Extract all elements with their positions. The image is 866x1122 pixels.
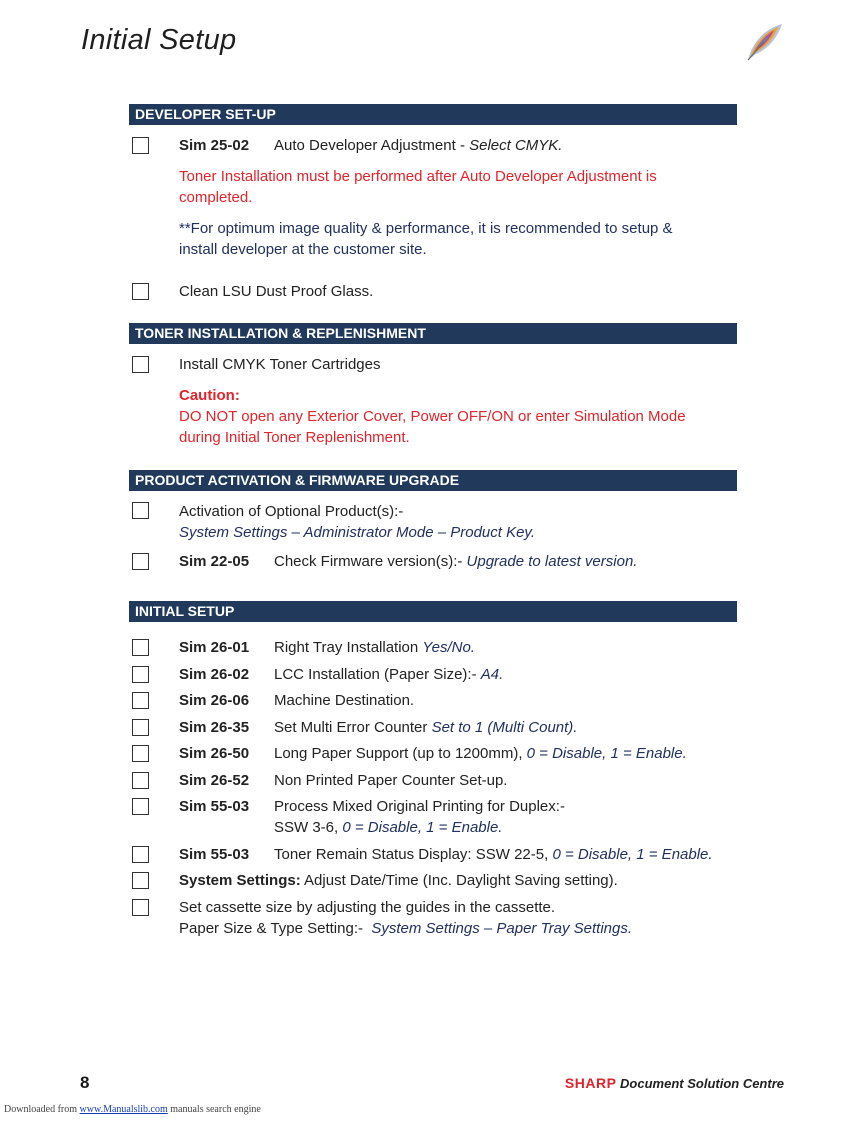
sim-code: Sim 22-05: [179, 553, 250, 570]
item-description: Machine Destination.: [274, 692, 415, 709]
download-footer: Downloaded from www.Manualslib.com manuals search engine: [4, 1104, 261, 1115]
checkbox-sim-26-01[interactable]: [132, 639, 149, 656]
item-description: Right Tray Installation Yes/No.: [274, 639, 475, 656]
checkbox-sim-26-50[interactable]: [132, 745, 149, 762]
item-description: Process Mixed Original Printing for Duplex:-: [274, 798, 565, 815]
item-description: Activation of Optional Product(s):-: [179, 503, 404, 520]
checkbox-install-toner[interactable]: [132, 356, 149, 373]
item-description: System Settings: Adjust Date/Time (Inc. Daylight Saving setting).: [179, 872, 618, 889]
checkbox-sim-26-06[interactable]: [132, 692, 149, 709]
sim-code: Sim 55-03: [179, 846, 250, 863]
item-description: Set Multi Error Counter Set to 1 (Multi Count).: [274, 719, 578, 736]
sim-code: Sim 26-35: [179, 719, 250, 736]
caution-text-line1: DO NOT open any Exterior Cover, Power OFF/ON or enter Simulation Mode: [179, 408, 686, 425]
item-description: Clean LSU Dust Proof Glass.: [179, 283, 374, 300]
item-description: Toner Remain Status Display: SSW 22-5, 0 = Disable, 1 = Enable.: [274, 846, 713, 863]
note-text-line2: install developer at the customer site.: [179, 241, 427, 258]
item-description: Non Printed Paper Counter Set-up.: [274, 772, 508, 789]
checkbox-sim-55-03-toner[interactable]: [132, 846, 149, 863]
caution-label: Caution:: [179, 387, 240, 404]
item-description: Check Firmware version(s):- Upgrade to latest version.: [274, 553, 638, 570]
feather-logo-icon: [744, 22, 784, 62]
brand-footer: [565, 1075, 784, 1091]
warning-text-line1: Toner Installation must be performed after Auto Developer Adjustment is: [179, 168, 657, 185]
item-description: LCC Installation (Paper Size):- A4.: [274, 666, 504, 683]
checkbox-clean-lsu[interactable]: [132, 283, 149, 300]
item-path: System Settings – Administrator Mode – Product Key.: [179, 524, 535, 541]
page-title: Initial Setup: [81, 24, 237, 56]
checkbox-auto-developer[interactable]: [132, 137, 149, 154]
caution-text-line2: during Initial Toner Replenishment.: [179, 429, 410, 446]
checkbox-sim-26-52[interactable]: [132, 772, 149, 789]
sim-code: Sim 26-06: [179, 692, 250, 709]
item-description: Set cassette size by adjusting the guides in the cassette.: [179, 899, 556, 916]
sim-code: Sim 26-52: [179, 772, 250, 789]
section-header-product-activation: PRODUCT ACTIVATION & FIRMWARE UPGRADE: [129, 470, 737, 491]
manualslib-link[interactable]: www.Manualslib.com: [79, 1104, 168, 1115]
sim-code: Sim 26-01: [179, 639, 250, 656]
warning-text-line2: completed.: [179, 189, 253, 206]
note-text-line1: **For optimum image quality & performance, it is recommended to setup &: [179, 220, 673, 237]
section-header-developer: DEVELOPER SET-UP: [129, 104, 737, 125]
sim-code: Sim 55-03: [179, 798, 250, 815]
checkbox-firmware[interactable]: [132, 553, 149, 570]
section-header-toner: TONER INSTALLATION & REPLENISHMENT: [129, 323, 737, 344]
checkbox-system-settings[interactable]: [132, 872, 149, 889]
checkbox-cassette-size[interactable]: [132, 899, 149, 916]
checkbox-sim-26-35[interactable]: [132, 719, 149, 736]
item-description-line2: Paper Size & Type Setting:- System Settings – Paper Tray Settings.: [179, 920, 633, 937]
item-description-line2: SSW 3-6, 0 = Disable, 1 = Enable.: [274, 819, 503, 836]
item-description: Install CMYK Toner Cartridges: [179, 356, 381, 373]
sharp-logo: SHARP: [564, 1075, 617, 1091]
checkbox-sim-55-03-duplex[interactable]: [132, 798, 149, 815]
sim-code: Sim 26-02: [179, 666, 250, 683]
sim-code: Sim 26-50: [179, 745, 250, 762]
page-number: 8: [80, 1073, 90, 1092]
sim-code: Sim 25-02: [179, 137, 250, 154]
item-description: Auto Developer Adjustment - Select CMYK.: [274, 137, 563, 154]
checkbox-activation[interactable]: [132, 502, 149, 519]
section-header-initial-setup: INITIAL SETUP: [129, 601, 737, 622]
checkbox-sim-26-02[interactable]: [132, 666, 149, 683]
brand-tagline: Document Solution Centre: [620, 1076, 784, 1091]
item-description: Long Paper Support (up to 1200mm), 0 = Disable, 1 = Enable.: [274, 745, 687, 762]
